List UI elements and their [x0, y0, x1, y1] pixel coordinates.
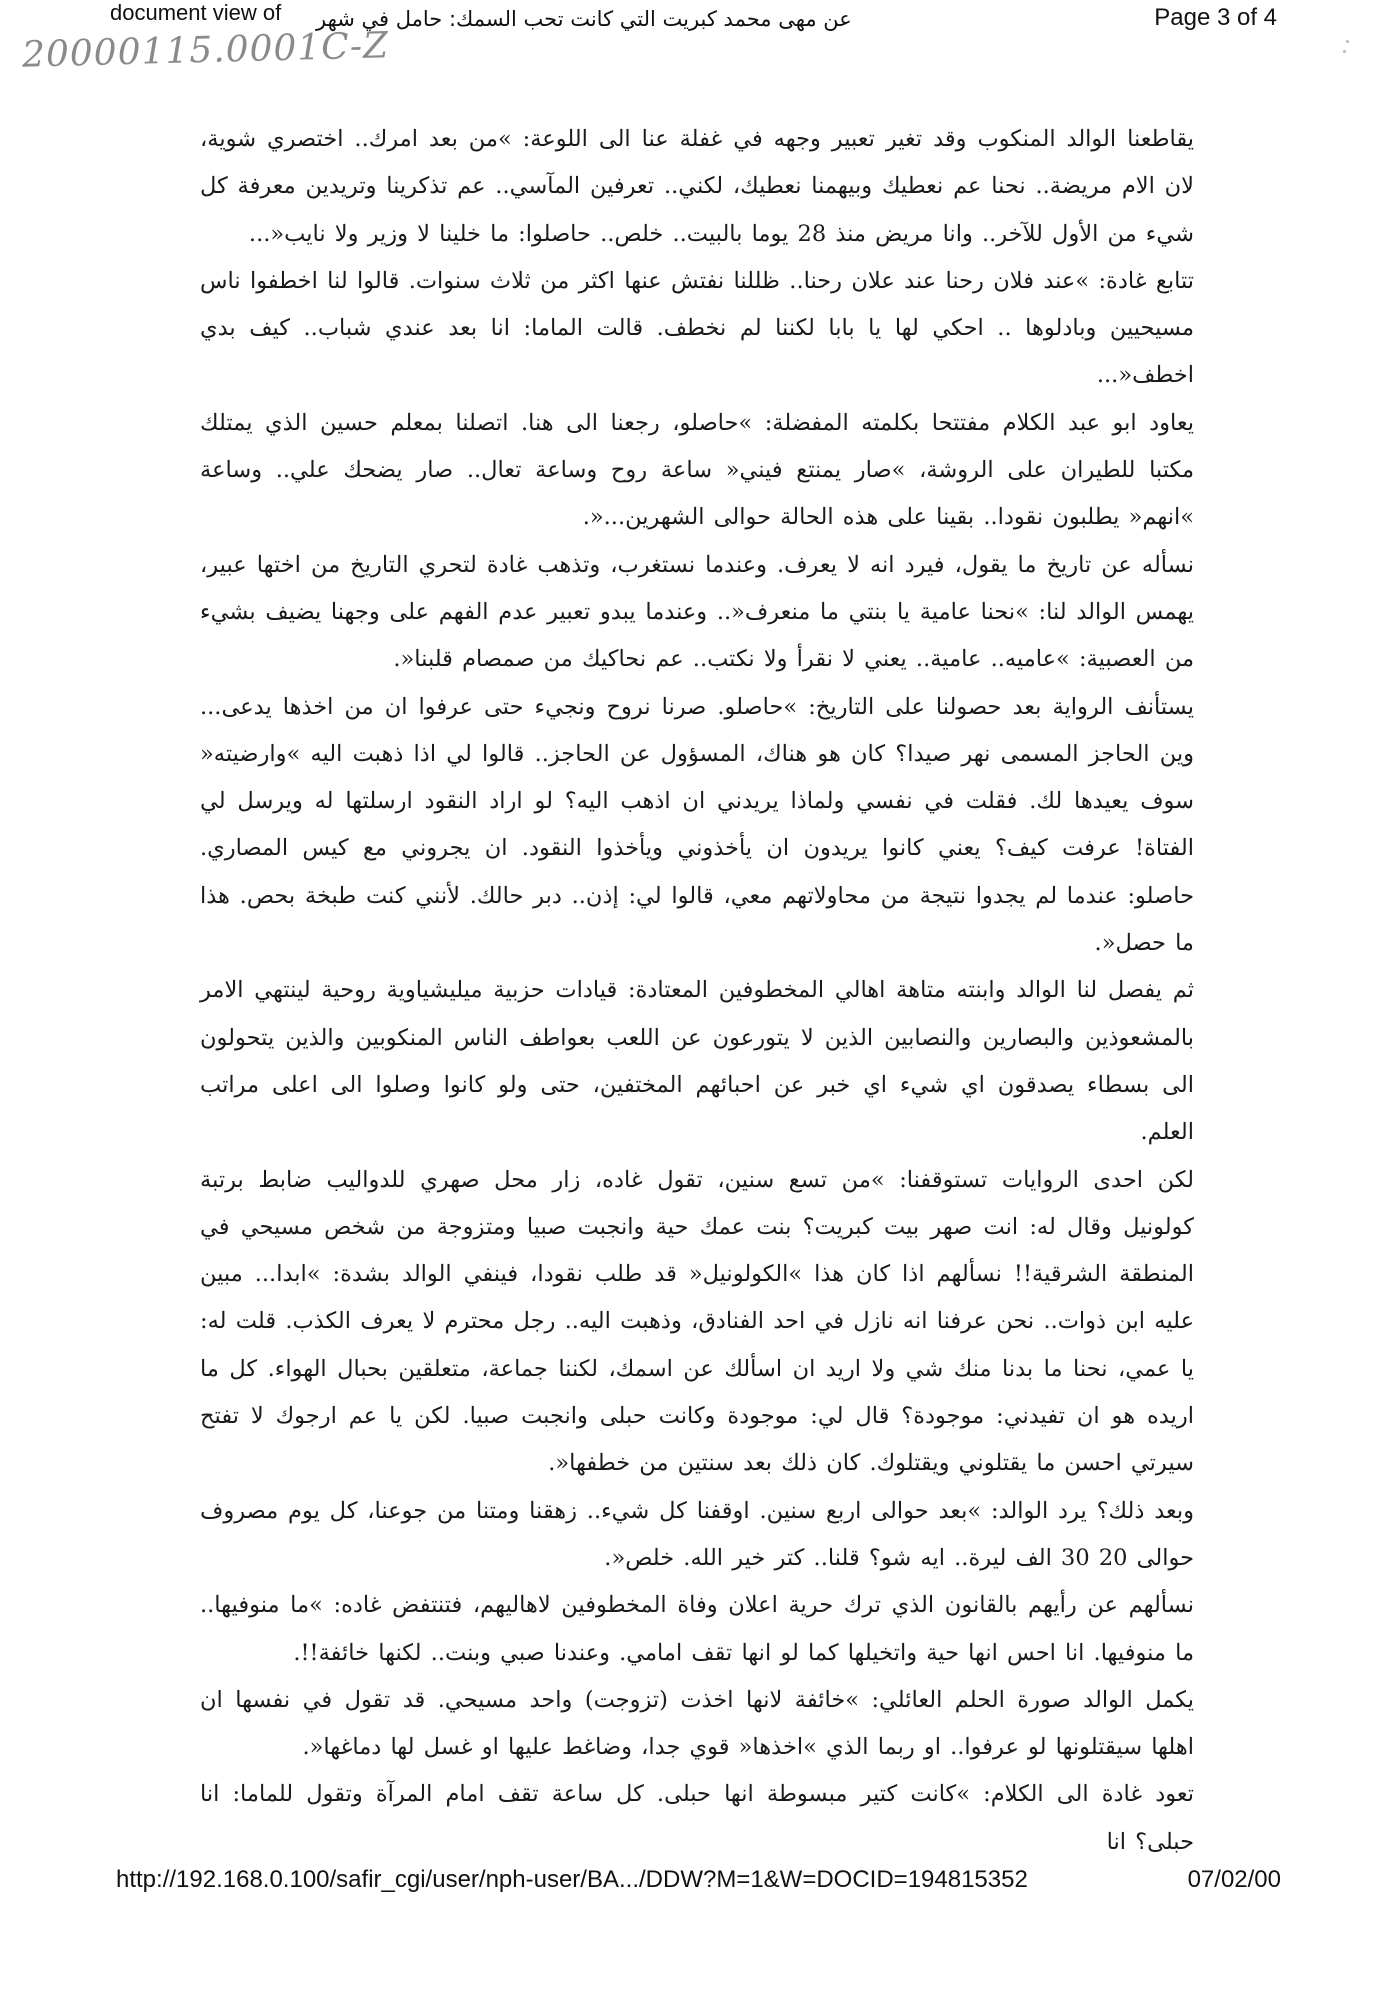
paragraph: نسألهم عن رأيهم بالقانون الذي ترك حرية اعلان وفاة المخطوفين لاهاليهم، فتنتفض غاده: »ما منوفيها.. ما منوفيها. انا احس انها حية واتخيلها كما لو انها تقف امامي. وعندنا صبي وبنت.. لكنها خائفة!!. [200, 1592, 1194, 1666]
paragraph: وبعد ذلك؟ يرد الوالد: »بعد حوالى اربع سنين. اوقفنا كل شيء.. زهقنا ومتنا من جوعنا، كل يوم مصروف حوالى 20 30 الف ليرة.. ايه شو؟ قلنا.. كتر خير الله. خلص«. [200, 1497, 1194, 1571]
doc-view-label: document view of [110, 0, 282, 25]
page-indicator: Page 3 of 4 [1154, 4, 1277, 31]
paragraph: ثم يفصل لنا الوالد وابنته متاهة اهالي المخطوفين المعتادة: قيادات حزبية ميليشياوية روحية لينتهي الامر بالمشعوذين والبصارين والنصابين الذين لا يتورعون عن اللعب بعواطف الناس المنكوبين والذين يتحولون الى بسطاء يصدقون اي شيء اي خبر عن احبائهم المختفين، حتى ولو كانوا وصلوا الى اعلى مراتب العلم. [200, 977, 1194, 1146]
paragraph: يقاطعنا الوالد المنكوب وقد تغير تعبير وجهه في غفلة عنا الى اللوعة: »من بعد امرك.. اختصري شوية، لان الام مريضة.. نحنا عم نعطيك وبيهمنا نعطيك، لكني.. تعرفين المآسي.. عم تذكرينا وتريدين معرفة كل شيء من الأول للآخر.. وانا مريض منذ 28 يوما بالبيت.. خلص.. حاصلوا: ما خلينا لا وزير ولا نايب«... [200, 126, 1194, 247]
paragraph: يعاود ابو عبد الكلام مفتتحا بكلمته المفضلة: »حاصلو، رجعنا الى هنا. اتصلنا بمعلم حسين الذي يمتلك مكتبا للطيران على الروشة، »صار يمنتع فيني« ساعة روح وساعة تعال.. صار يضحك علي.. وساعة »انهم« يطلبون نقودا.. بقينا على هذه الحالة حوالى الشهرين...«. [200, 409, 1194, 531]
article-body [200, 116, 1194, 1866]
scan-speck [1346, 40, 1349, 43]
paragraph: يستأنف الرواية بعد حصولنا على التاريخ: »حاصلو. صرنا نروح ونجيء حتى عرفوا ان من اخذها يدعى... وين الحاجز المسمى نهر صيدا؟ كان هو هناك، المسؤول عن الحاجز.. قالوا لي اذا ذهبت اليه »وارضيته« سوف يعيدها لك. فقلت في نفسي ولماذا يريدني ان اذهب اليه؟ لو اراد النقود ارسلتها له ويرسل لي الفتاة! عرفت كيف؟ يعني كانوا يريدون ان يأخذوني ويأخذوا النقود. ان يجروني مع كيس المصاري. حاصلو: عندما لم يجدوا نتيجة من محاولاتهم معي، قالوا لي: إذن.. دبر حالك. لأنني كنت طبخة بحص. هذا ما حصل«. [200, 693, 1194, 957]
scan-speck [1343, 50, 1346, 53]
paragraph: تعود غادة الى الكلام: »كانت كتير مبسوطة انها حبلى. كل ساعة تقف امام المرآة وتقول للماما: انا حبلى؟ انا [200, 1781, 1194, 1855]
paragraph: نسأله عن تاريخ ما يقول، فيرد انه لا يعرف. وعندما نستغرب، وتذهب غادة لتحري التاريخ من اختها عبير، يهمس الوالد لنا: »نحنا عامية يا بنتي ما منعرف«.. وعندما يبدو تعبير عدم الفهم على وجهنا يضيف بشيء من العصبية: »عاميه.. عامية.. يعني لا نقرأ ولا نكتب.. عم نحاكيك من صمصام قلبنا«. [200, 551, 1194, 673]
handwritten-reference-number: 20000115.0001C-Z [21, 25, 390, 76]
paragraph: يكمل الوالد صورة الحلم العائلي: »خائفة لانها اخذت (تزوجت) واحد مسيحي. قد تقول في نفسها ان اهلها سيقتلونها لو عرفوا.. او ربما الذي »اخذها« قوي جدا، وضاغط عليها او غسل لها دماغها«. [200, 1686, 1194, 1761]
print-date: 07/02/00 [1187, 1866, 1281, 1893]
paragraph: لكن احدى الروايات تستوقفنا: »من تسع سنين، تقول غاده، زار محل صهري للدواليب ضابط برتبة كولونيل وقال له: انت صهر بيت كبريت؟ بنت عمك حية وانجبت صبيا ومتزوجة من شخص مسيحي في المنطقة الشرقية!! نسألهم اذا كان هذا »الكولونيل« قد طلب نقودا، فينفي الوالد بشدة: »ابدا... مبين عليه ابن ذوات.. نحن عرفنا انه نازل في احد الفنادق، وذهبت اليه.. رجل محترم لا يعرف الكذب. قلت له: يا عمي، نحنا ما بدنا منك شي ولا اريد ان اسألك عن اسمك، لكننا جماعة، متعلقين بحبال الهواء. كل ما اريده هو ان تفيدني: موجودة؟ قال لي: موجودة وكانت حبلى وانجبت صبيا. لكن يا عم ارجوك لا تفتح سيرتي احسن ما يقتلوني ويقتلوك. كان ذلك بعد سنتين من خطفها«. [200, 1166, 1194, 1477]
document-title: عن مهى محمد كبريت التي كانت تحب السمك: حامل في شهر [316, 7, 852, 31]
source-url-link[interactable]: http://192.168.0.100/safir_cgi/user/nph-user/BA.../DDW?M=1&W=DOCID=194815352 [116, 1866, 1028, 1893]
paragraph: تتابع غادة: »عند فلان رحنا عند علان رحنا.. ظللنا نفتش عنها اكثر من ثلاث سنوات. قالوا لنا اخطفوا ناس مسيحيين وبادلوها .. احكي لها يا بابا لكننا لم نخطف. قالت الماما: انا بعد عندي شباب.. كيف بدي اخطف«... [200, 267, 1194, 389]
